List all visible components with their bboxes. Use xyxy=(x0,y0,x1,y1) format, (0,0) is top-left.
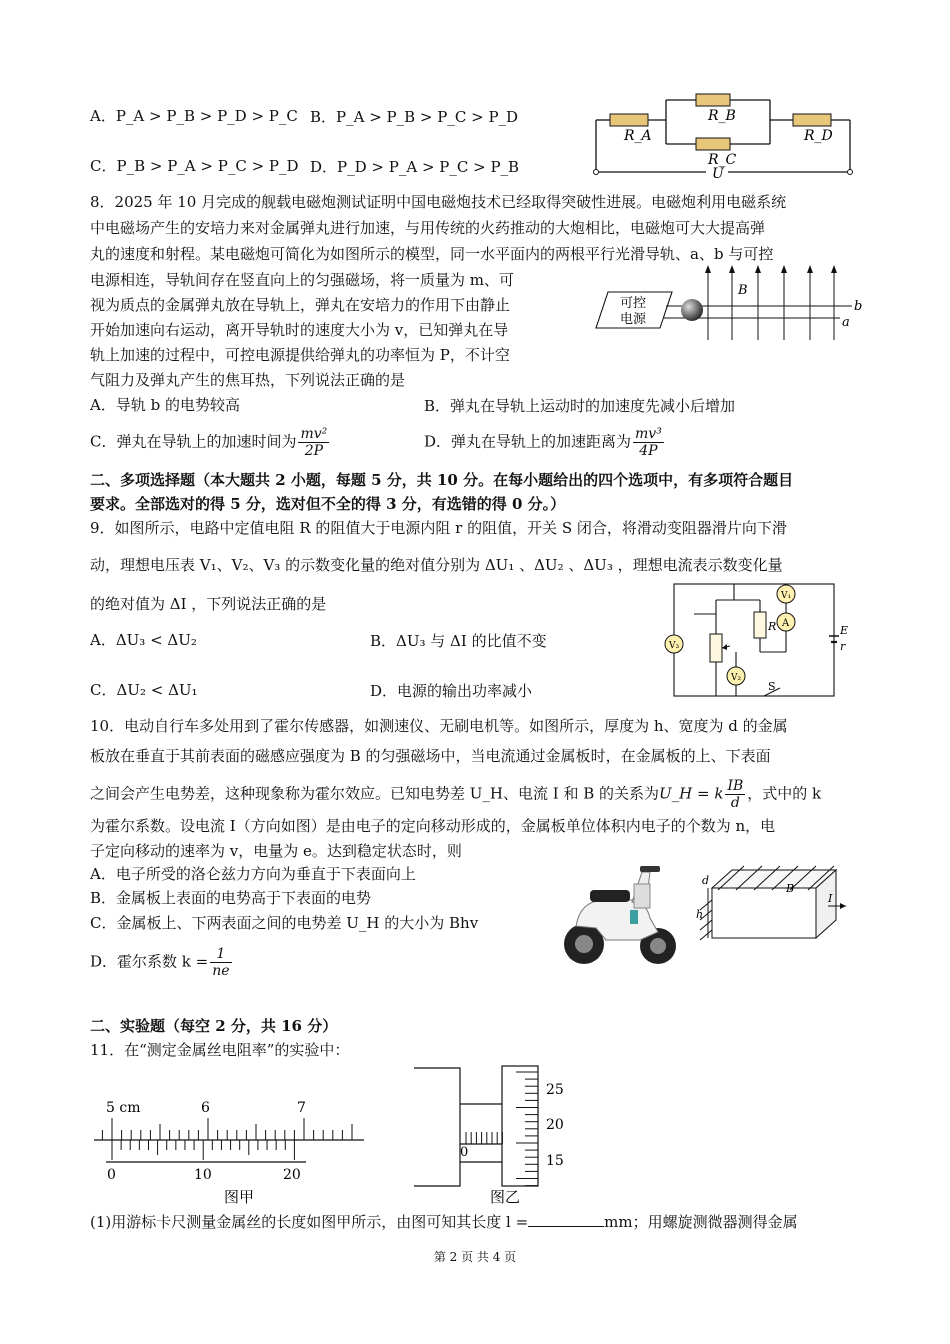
resistor-rd xyxy=(793,114,831,126)
scooter-image xyxy=(562,862,680,970)
thimble-label-20: 20 xyxy=(546,1117,564,1133)
label-rc: R_C xyxy=(708,152,737,168)
sleeve-zero-label: 0 xyxy=(460,1145,469,1160)
q10-line-5: 子定向移动的速率为 v，电量为 e。达到稳定状态时，则 xyxy=(90,842,462,860)
q8-option-d-fraction xyxy=(633,426,664,459)
q8-line-8: 气阻力及弹丸产生的焦耳热，下列说法正确的是 xyxy=(90,371,406,389)
vernier-label-10: 10 xyxy=(194,1167,212,1183)
label-b: B xyxy=(786,882,795,895)
q8-option-c-den: 2P xyxy=(304,443,324,459)
q10-option-b: B．金属板上表面的电势高于下表面的电势 xyxy=(90,889,372,907)
main-label-6: 6 xyxy=(201,1100,210,1116)
label-d: d xyxy=(702,874,710,887)
q7-option-b: B．P_A > P_B > P_C > P_D xyxy=(310,108,519,126)
label-i: I xyxy=(828,892,833,905)
q8-option-c xyxy=(90,426,331,459)
q9-option-a: A．ΔU₃ < ΔU₂ xyxy=(90,631,197,649)
q8-line-1: 8．2025 年 10 月完成的舰载电磁炮测试证明中国电磁炮技术已经取得突破性进展。电磁炮利用电磁系统 xyxy=(90,193,787,211)
q8-line-3: 丸的速度和射程。某电磁炮可简化为如图所示的模型，同一水平面内的两根平行光滑导轨、a、b 与可控 xyxy=(90,245,774,263)
q11-part-1-text-b: mm；用螺旋测微器测得金属 xyxy=(604,1213,798,1231)
q10-option-d xyxy=(90,946,234,979)
q8-option-d-num: mv³ xyxy=(635,426,662,442)
label-rail-a: a xyxy=(842,315,850,330)
label-rail-b: b xyxy=(854,299,863,314)
label-ra: R_A xyxy=(624,128,652,144)
vernier-label-0: 0 xyxy=(107,1167,116,1183)
length-answer-blank[interactable] xyxy=(528,1212,604,1227)
q8-option-c-num: mv² xyxy=(300,426,328,442)
resistor-rc xyxy=(696,138,730,150)
label-rd: R_D xyxy=(804,128,833,144)
q8-line-2: 中电磁场产生的安培力来对金属弹丸进行加速，与用传统的火药推动的大炮相比，电磁炮可大大提高弹 xyxy=(90,219,766,237)
q8-option-c-fraction xyxy=(298,426,329,459)
q8-option-a: A．导轨 b 的电势较高 xyxy=(90,396,240,414)
vernier-caliper-diagram xyxy=(88,1090,370,1210)
q11-part-1-text-a: (1)用游标卡尺测量金属丝的长度如图甲所示，由图可知其长度 l = xyxy=(90,1213,529,1231)
main-label-5cm: 5 cm xyxy=(106,1100,141,1116)
q10-formula-den: d xyxy=(730,795,740,811)
q8-line-5: 视为质点的金属弹丸放在导轨上，弹丸在安培力的作用下由静止 xyxy=(90,296,511,314)
q8-line-7: 轨上加速的过程中，可控电源提供给弹丸的功率恒为 P，不计空 xyxy=(90,346,510,364)
q8-option-b: B．弹丸在导轨上运动时的加速度先减小后增加 xyxy=(424,397,736,415)
q10-option-a: A．电子所受的洛仑兹力方向为垂直于下表面向上 xyxy=(90,865,416,883)
main-label-7: 7 xyxy=(297,1100,306,1116)
label-b-field: B xyxy=(738,283,748,298)
thimble-label-25: 25 xyxy=(546,1082,564,1098)
section-3-heading: 二、实验题（每空 2 分，共 16 分） xyxy=(90,1017,338,1035)
q10-line-3 xyxy=(90,778,821,811)
q10-line-3b: ，式中的 k xyxy=(747,784,822,803)
label-rb: R_B xyxy=(708,108,736,124)
thimble-label-15: 15 xyxy=(546,1153,564,1169)
meter-a: A xyxy=(782,618,790,629)
meter-v2: V₂ xyxy=(731,673,742,683)
q7-option-c: C．P_B > P_A > P_C > P_D xyxy=(90,157,299,175)
q10-line-4: 为霍尔系数。设电流 I（方向如图）是由电子的定向移动形成的，金属板单位体积内电子的个数为 n，电 xyxy=(90,817,776,835)
q10-formula-num: IB xyxy=(727,778,744,794)
label-r: R xyxy=(768,620,777,633)
q10-line-2: 板放在垂直于其前表面的磁感应强度为 B 的匀强磁场中，当电流通过金属板时，在金属板的上、下表面 xyxy=(90,747,771,765)
page-footer: 第 2 页 共 4 页 xyxy=(433,1250,517,1264)
section-2-heading-2: 要求。全部选对的得 5 分，选对但不全的得 3 分，有选错的得 0 分。） xyxy=(90,495,566,513)
q8-option-c-text: C．弹丸在导轨上的加速时间为 xyxy=(90,432,297,451)
label-switch: S xyxy=(768,680,776,693)
q8-line-6: 开始加速向右运动，离开导轨时的速度大小为 v，已知弹丸在导 xyxy=(90,321,509,339)
source-label-2: 电源 xyxy=(620,312,647,327)
section-2-heading-1: 二、多项选择题（本大题共 2 小题，每题 5 分，共 10 分。在每小题给出的四个选项中，有多项符合题目 xyxy=(90,471,794,489)
q11-intro: 11．在“测定金属丝电阻率”的实验中： xyxy=(90,1041,350,1059)
resistor-rb xyxy=(696,94,730,106)
q7-circuit-diagram xyxy=(588,88,863,180)
q8-option-d-text: D．弹丸在导轨上的加速距离为 xyxy=(424,432,632,451)
q11-part-1 xyxy=(90,1212,798,1232)
q8-option-d xyxy=(424,426,666,459)
q9-option-c: C．ΔU₂ < ΔU₁ xyxy=(90,681,198,699)
q8-railgun-diagram xyxy=(590,262,865,342)
label-r-small: r xyxy=(840,640,846,653)
q9-line-3: 的绝对值为 ΔI ，下列说法正确的是 xyxy=(90,595,327,613)
q10-option-d-den: ne xyxy=(212,963,230,979)
q10-option-d-fraction xyxy=(210,946,231,979)
projectile-ball xyxy=(681,299,703,321)
caption-jia: 图甲 xyxy=(224,1188,255,1206)
q7-option-a: A．P_A > P_B > P_D > P_C xyxy=(90,107,298,125)
source-label-1: 可控 xyxy=(620,296,647,311)
q9-option-b: B．ΔU₃ 与 ΔI 的比值不变 xyxy=(370,632,547,650)
q8-option-d-den: 4P xyxy=(639,443,658,459)
q9-line-1: 9．如图所示，电路中定值电阻 R 的阻值大于电源内阻 r 的阻值，开关 S 闭合，将滑动变阻器滑片向下滑 xyxy=(90,519,787,537)
q10-option-c: C．金属板上、下两表面之间的电势差 U_H 的大小为 Bhv xyxy=(90,914,479,932)
q10-option-d-num: 1 xyxy=(210,946,231,963)
q9-option-d: D．电源的输出功率减小 xyxy=(370,682,533,700)
q10-line-1: 10．电动自行车多处用到了霍尔传感器，如测速仪、无刷电机等。如图所示，厚度为 h、宽度为 d 的金属 xyxy=(90,717,788,735)
q10-option-d-text: D．霍尔系数 k = xyxy=(90,952,209,971)
q10-formula-fraction xyxy=(725,778,745,811)
q9-circuit-diagram xyxy=(664,578,850,702)
q9-line-2: 动，理想电压表 V₁、V₂、V₃ 的示数变化量的绝对值分别为 ΔU₁ 、ΔU₂ 、ΔU₃ ，理想电流表示数变化量 xyxy=(90,556,783,574)
q10-formula-lhs: U_H = k xyxy=(659,784,724,803)
meter-v1: V₁ xyxy=(781,591,792,601)
q8-line-4: 电源相连，导轨间存在竖直向上的匀强磁场，将一质量为 m、可 xyxy=(90,271,514,289)
q7-option-d: D．P_D > P_A > P_C > P_B xyxy=(310,158,520,176)
micrometer-diagram xyxy=(410,1064,610,1212)
vernier-label-20: 20 xyxy=(283,1167,301,1183)
label-u: U xyxy=(712,166,724,180)
resistor-ra xyxy=(610,114,648,126)
label-h: h xyxy=(696,908,704,921)
hall-plate-diagram xyxy=(688,862,856,952)
meter-v3: V₃ xyxy=(669,641,680,651)
label-e: E xyxy=(840,624,849,637)
q10-line-3a: 之间会产生电势差，这种现象称为霍尔效应。已知电势差 U_H、电流 I 和 B 的关系为 xyxy=(90,784,660,803)
caption-yi: 图乙 xyxy=(490,1188,521,1206)
